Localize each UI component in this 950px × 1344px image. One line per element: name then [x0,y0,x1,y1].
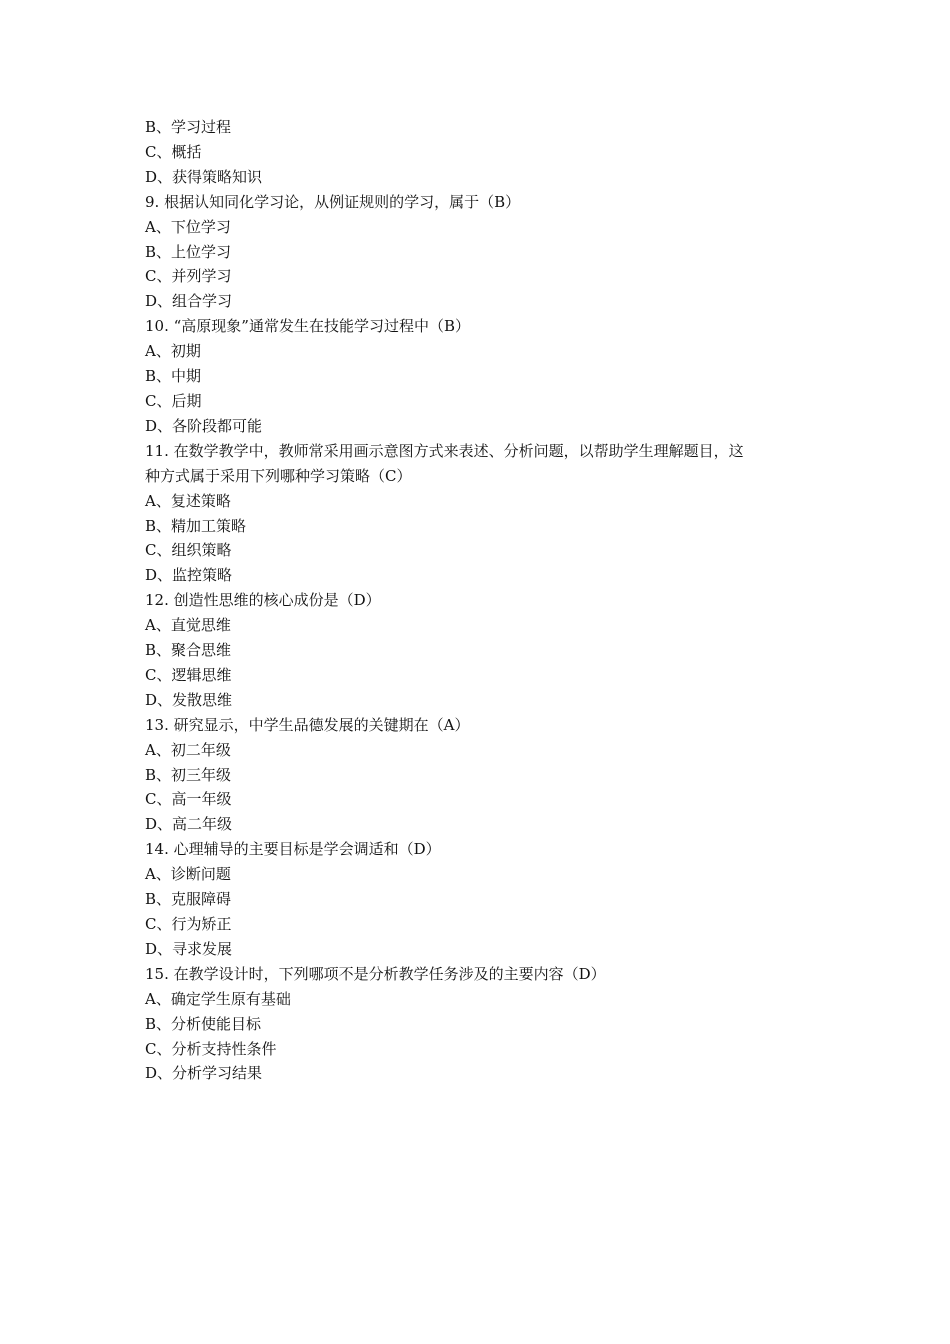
text-line: D、发散思维 [145,690,233,709]
document-body [145,115,815,1086]
question-line: 11. 在数学教学中，教师常采用画示意图方式来表述、分析问题，以帮助学生理解题目，这 [145,441,744,460]
text-line: D、监控策略 [145,566,233,585]
question-line: 15. 在教学设计时，下列哪项不是分析教学任务涉及的主要内容（D） [145,964,606,983]
text-line: B、初三年级 [145,765,232,784]
text-line: A、确定学生原有基础 [145,989,291,1008]
text-line: A、初二年级 [145,740,231,759]
text-line: B、上位学习 [145,242,232,261]
text-line: B、中期 [145,367,202,386]
question-line: 13. 研究显示，中学生品德发展的关键期在（A） [145,715,470,734]
text-line: B、聚合思维 [145,641,232,660]
text-line: A、下位学习 [145,217,231,236]
text-line: B、学习过程 [145,118,232,136]
text-line: C、高一年级 [145,790,232,809]
text-line: D、寻求发展 [145,939,233,958]
text-line: A、直觉思维 [145,616,231,635]
text-line: C、分析支持性条件 [145,1039,277,1058]
text-line: A、复述策略 [145,491,231,510]
question-line: 10. “高原现象”通常发生在技能学习过程中（B） [145,317,470,336]
question-line: 12. 创造性思维的核心成份是（D） [145,591,381,610]
text-line: D、各阶段都可能 [145,416,263,435]
question-line: 种方式属于采用下列哪种学习策略（C） [145,466,412,485]
question-line: 9. 根据认知同化学习论，从例证规则的学习，属于（B） [145,192,521,211]
text-line: C、组织策略 [145,541,232,560]
text-line: C、行为矫正 [145,915,232,933]
text-line: B、克服障碍 [145,890,232,909]
text-line: B、分析使能目标 [145,1014,262,1033]
text-line: D、获得策略知识 [145,167,263,186]
text-line: C、逻辑思维 [145,665,232,684]
text-line: C、后期 [145,391,202,410]
text-line: A、初期 [145,342,201,361]
text-line: C、概括 [145,142,202,161]
text-line: A、诊断问题 [145,865,231,884]
question-line: 14. 心理辅导的主要目标是学会调适和（D） [145,840,441,859]
text-line: D、分析学习结果 [145,1064,263,1083]
text-line: D、组合学习 [145,292,233,311]
text-line: B、精加工策略 [145,516,247,535]
text-line: D、高二年级 [145,815,233,834]
text-line: C、并列学习 [145,267,232,286]
